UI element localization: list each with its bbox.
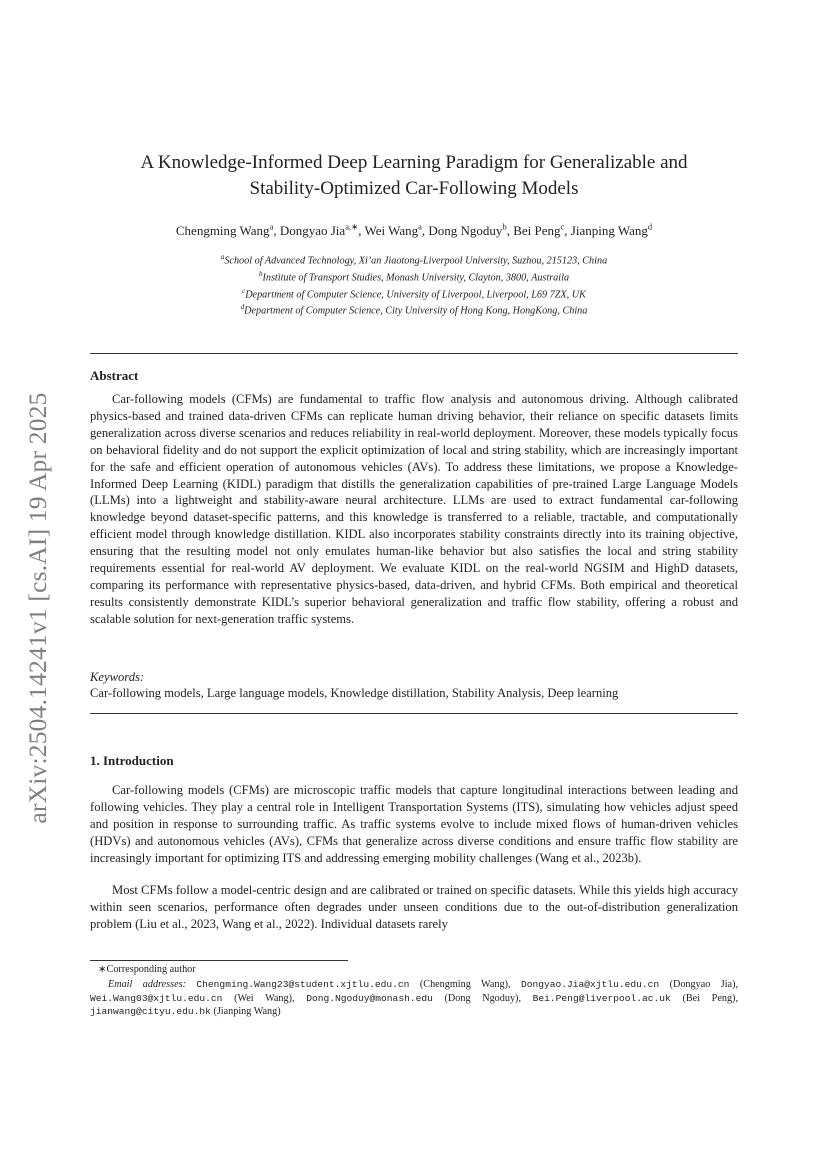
email-addresses-footnote: Email addresses: Chengming.Wang23@student.xjtlu.edu.cn (Chengming Wang), Dongyao.Jia@xjtlu.edu.cn (Dongyao Jia), Wei.Wang03@xjtlu.edu.cn (Wei Wang), Dong.Ngoduy@monash.edu (Dong Ngoduy), Bei.Peng@liverpool.ac.uk (Bei Peng), jianwang@cityu.edu.hk (Jianping Wang) <box>90 979 739 1018</box>
affiliation: $^a$School of Advanced Technology, Xi’an Jiaotong-Liverpool University, Suzhou, 215123, China <box>220 253 608 267</box>
arxiv-identifier-stamp: arXiv:2504.14241v1 [cs.AI] 19 Apr 2025 <box>23 392 52 824</box>
author: Dongyao Jia$^{a,∗}$, <box>279 222 365 239</box>
abstract-bottom-rule <box>90 713 738 714</box>
email-address[interactable]: Dongyao.Jia@xjtlu.edu.cn <box>520 979 660 990</box>
introduction-heading: 1. Introduction <box>90 753 174 768</box>
affiliation: $^d$Department of Computer Science, City University of Hong Kong, HongKong, China <box>240 303 588 317</box>
author: Jianping Wang$^d$ <box>570 222 653 239</box>
title-line-1: A Knowledge-Informed Deep Learning Paradigm for Generalizable and <box>140 152 688 173</box>
abstract-text: Car-following models (CFMs) are fundamental to traffic flow analysis and autonomous driving. Although calibrated physics-based and trained data-driven CFMs can replicate human driving behavior, their reliance on specific datasets limits generalization across diverse scenarios and reduces reliability in real-world deployment. Moreover, these models typically focus on behavioral fidelity and do not support the explicit optimization of local and string stability, which are increasingly important for the safe and efficient operation of autonomous vehicles (AVs). To address these limitations, we propose a Knowledge-Informed Deep Learning (KIDL) paradigm that distills the generalization capabilities of pre-trained Large Language Models (LLMs) into a lightweight and stability-aware neural architecture. LLMs are used to extract fundamental car-following knowledge beyond dataset-specific patterns, and this knowledge is transferred to a reliable, tractable, and computationally efficient model through knowledge distillation. KIDL also incorporates stability constraints directly into its training objective, ensuring that the resulting model not only emulates human-like behavior but also satisfies the local and string stability requirements essential for real-world AV deployment. We evaluate KIDL on the real-world NGSIM and HighD datasets, comparing its performance with representative physics-based, data-driven, and hybrid CFMs. Both empirical and theoretical results consistently demonstrate KIDL’s superior behavioral generalization and traffic flow stability, offering a robust and scalable solution for next-generation traffic systems. <box>90 392 738 626</box>
paper-title <box>90 150 738 202</box>
title-line-2: Stability-Optimized Car-Following Models <box>249 178 579 199</box>
author: Chengming Wang$^a$, <box>175 222 280 239</box>
email-address[interactable]: Bei.Peng@liverpool.ac.uk <box>532 992 671 1004</box>
email-address[interactable]: Dong.Ngoduy@monash.edu <box>306 992 433 1004</box>
affiliation: $^b$Institute of Transport Studies, Monash University, Clayton, 3800, Austraila <box>258 269 570 284</box>
keywords-label: Keywords: <box>90 670 145 684</box>
introduction-paragraph-2: Most CFMs follow a model-centric design and are calibrated or trained on specific datasets. While this yields high accuracy within seen scenarios, performance often degrades under unseen conditions due to the out-of-distribution generalization problem (Liu et al., 2023, Wang et al., 2022). Individual datasets rarely <box>90 883 738 931</box>
email-address[interactable]: jianwang@cityu.edu.hk <box>90 1006 211 1018</box>
abstract-heading: Abstract <box>90 368 139 383</box>
keywords-text: Car-following models, Large language models, Knowledge distillation, Stability Analysis, Deep learning <box>90 686 619 700</box>
author: Dong Ngoduy$^b$, <box>428 222 514 239</box>
email-address[interactable]: Chengming.Wang23@student.xjtlu.edu.cn <box>196 979 410 990</box>
footnote-rule <box>90 960 348 961</box>
author: Bei Peng$^c$, <box>513 222 571 239</box>
author-list <box>90 222 738 239</box>
abstract-top-rule <box>90 353 738 354</box>
introduction-paragraph-1: Car-following models (CFMs) are microscopic traffic models that capture longitudinal interactions between leading and following vehicles. They play a central role in Intelligent Transportation Systems (ITS), simulating how vehicles adjust speed and position in response to surrounding traffic. As traffic systems evolve to include mixed flows of human-driven vehicles (HDVs) and autonomous vehicles (AVs), CFMs that generalize across diverse conditions and ensure traffic flow stability are increasingly important for optimizing ITS and addressing emerging mobility challenges (Wang et al., 2023b). <box>90 783 738 865</box>
affiliation: $^c$Department of Computer Science, University of Liverpool, Liverpool, L69 7ZX, UK <box>242 286 586 300</box>
corresponding-author-note: ∗Corresponding author <box>98 964 196 975</box>
affiliation-list <box>90 251 738 318</box>
author: Wei Wang$^a$, <box>364 222 429 239</box>
email-label: Email addresses: <box>108 979 186 990</box>
email-address[interactable]: Wei.Wang03@xjtlu.edu.cn <box>90 992 223 1004</box>
